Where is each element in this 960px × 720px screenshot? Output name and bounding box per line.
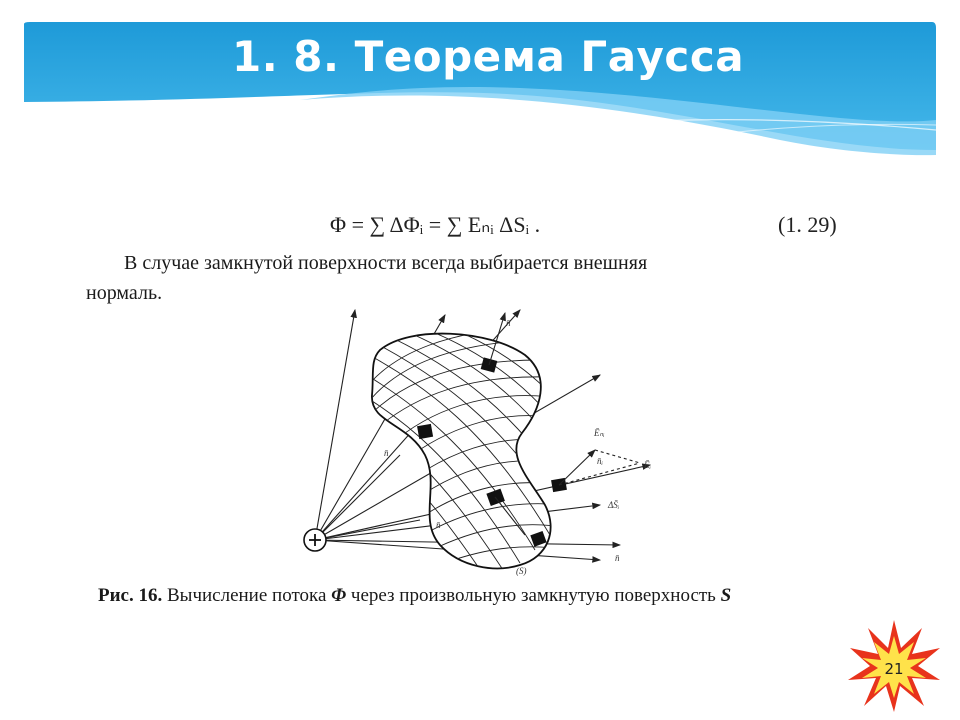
header-banner	[0, 0, 960, 170]
label-area-dsi: ΔS̄ᵢ	[608, 500, 620, 510]
label-surface-s: (S)	[516, 566, 527, 576]
page-number: 21	[884, 660, 904, 678]
caption-s: S	[720, 585, 732, 606]
header-wave-graphic	[0, 0, 960, 170]
gauss-flux-formula: Φ = ∑ ΔΦᵢ = ∑ Eₙᵢ ΔSᵢ .	[330, 212, 541, 237]
label-field-ei: Ēᵢ	[644, 460, 651, 470]
caption-phi: Φ	[331, 585, 347, 606]
label-normal-i: n̄ᵢ	[597, 456, 603, 466]
paragraph-line-1: В случае замкнутой поверхности всегда выбирается внешняя	[124, 252, 648, 274]
slide-title: 1. 8. Теорема Гаусса	[232, 32, 745, 81]
body-paragraph	[86, 248, 886, 308]
caption-text-before: Вычисление потока	[162, 585, 332, 606]
figure-caption	[98, 585, 731, 607]
label-normal-top: n̄	[506, 318, 511, 328]
caption-text-after: через произвольную замкнутую поверхность	[346, 585, 721, 606]
label-normal-bottom: n̄	[436, 520, 441, 530]
equation-number: (1. 29)	[778, 212, 837, 237]
paragraph-line-2: нормаль.	[86, 282, 163, 304]
point-charge	[304, 529, 326, 551]
label-normal-right: n̄	[615, 553, 620, 563]
label-normal-left: n̄	[384, 448, 389, 458]
label-field-eni: Ēₙᵢ	[594, 428, 605, 438]
closed-surface-figure	[290, 305, 670, 580]
caption-prefix: Рис. 16.	[98, 585, 163, 606]
